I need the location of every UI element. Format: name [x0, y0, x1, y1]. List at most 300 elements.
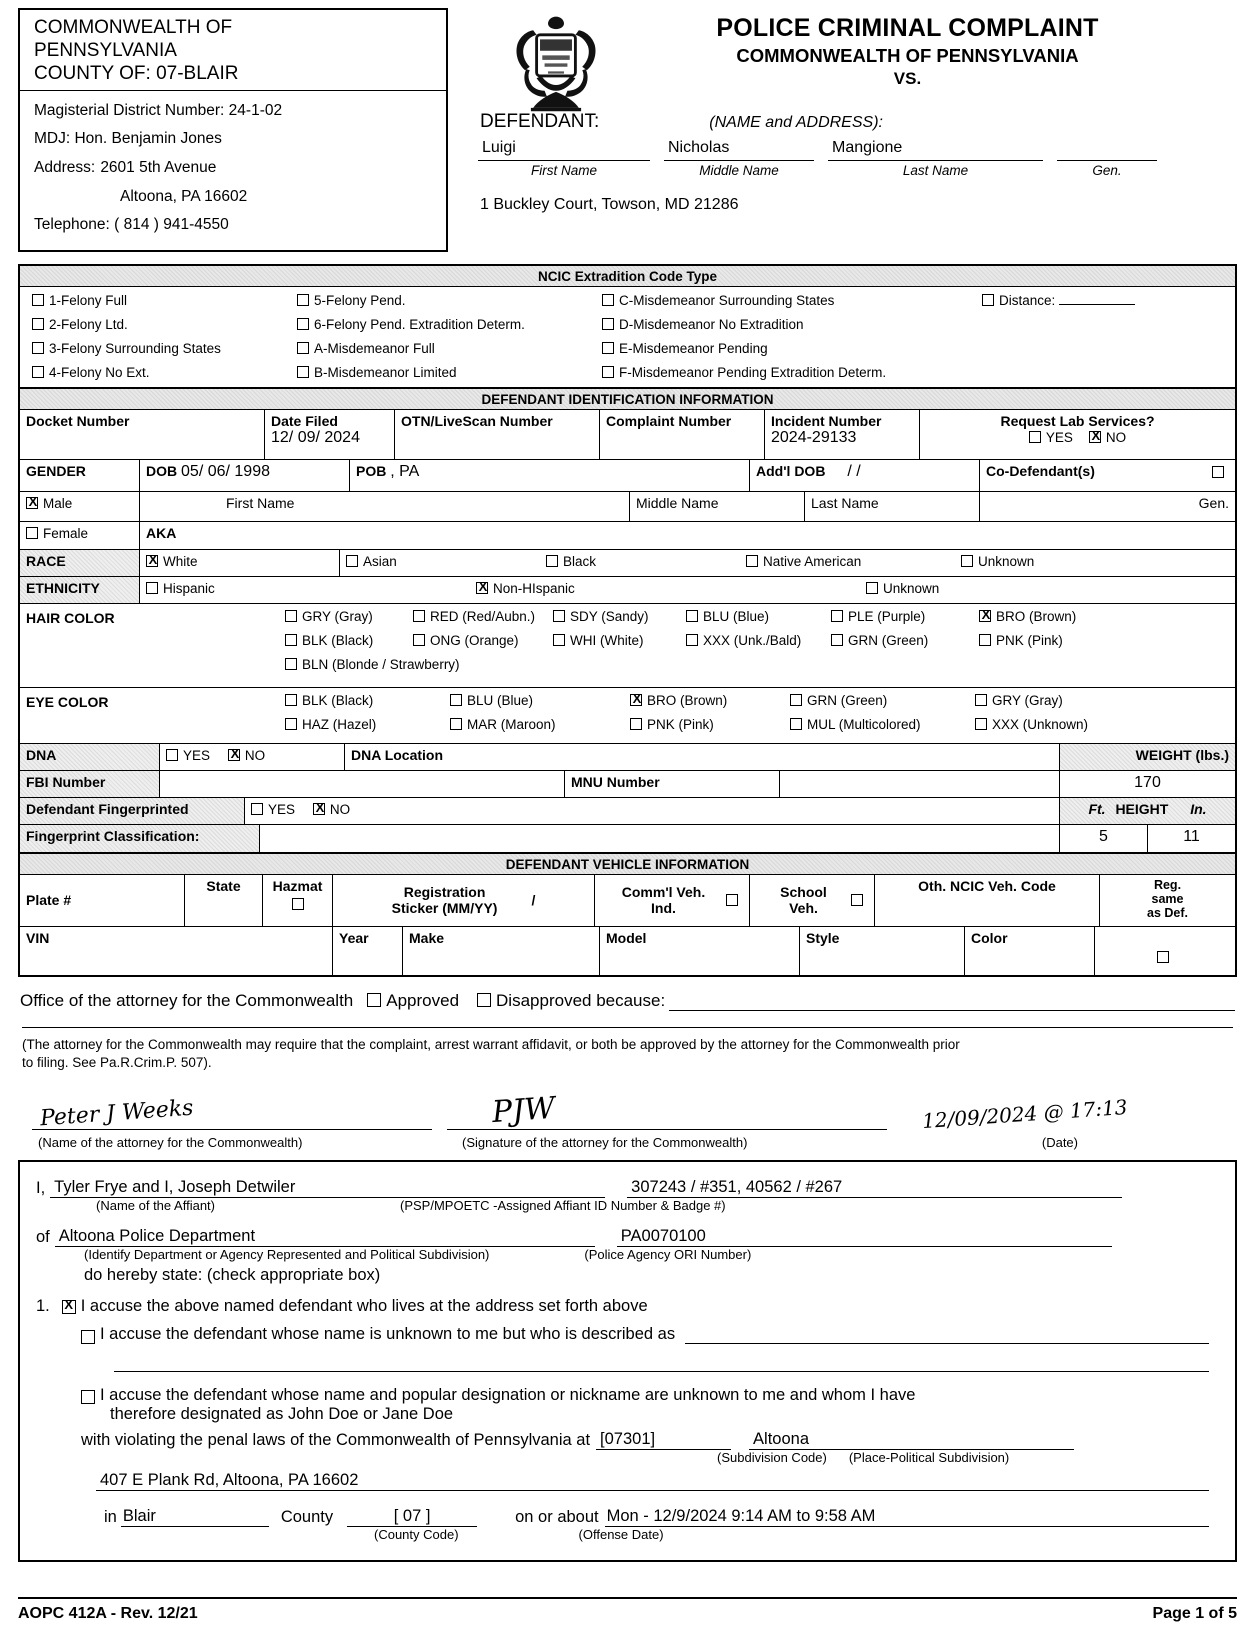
commercial-vehicle-cell[interactable] — [595, 875, 750, 926]
dna-location-label: DNA Location — [351, 746, 444, 763]
defendant-fingerprinted-label: Defendant Fingerprinted — [26, 800, 189, 817]
checkbox-icon[interactable] — [297, 366, 309, 378]
ncic-option-label: 1-Felony Full — [49, 292, 128, 308]
vin-label: VIN — [26, 929, 50, 946]
hair-option-bro[interactable] — [979, 609, 1235, 624]
hair-color-grid — [285, 609, 1235, 672]
pob-label: POB — [356, 462, 387, 479]
fpclass-label-cell — [20, 825, 260, 852]
checkbox-icon[interactable] — [26, 527, 38, 539]
eye-option-grn[interactable] — [790, 693, 975, 708]
eye-option-bro[interactable] — [630, 693, 790, 708]
checkbox-icon[interactable] — [32, 318, 44, 330]
height-label-cell — [1060, 798, 1235, 824]
dna-yes-option[interactable] — [166, 748, 210, 763]
on-or-about-label: on or about — [515, 1508, 599, 1527]
registration-slash: / — [531, 892, 536, 909]
request-lab-services-label: Request Lab Services? — [1000, 412, 1155, 429]
accusation-2-input-line-2[interactable] — [114, 1344, 1209, 1372]
ethnicity-option-non-hispanic[interactable] — [470, 577, 860, 603]
checkbox-icon[interactable] — [975, 718, 987, 730]
fp-no-label: NO — [329, 801, 351, 817]
gen-value — [1057, 139, 1157, 161]
pennsylvania-coat-of-arms-icon — [496, 12, 616, 117]
attorney-signature-handwritten: PJW — [490, 1091, 557, 1131]
first-name-caption-cell — [140, 492, 630, 521]
height-in-value-cell[interactable] — [1148, 825, 1235, 852]
vin-cell[interactable] — [20, 927, 333, 975]
attorney-date-caption: (Date) — [1041, 1135, 1078, 1151]
hair-option-label: XXX (Unk./Bald) — [703, 632, 802, 648]
defid-row-numbers — [20, 410, 1235, 460]
county-offense-caption-row — [104, 1527, 1219, 1542]
style-label: Style — [806, 929, 840, 946]
eye-option-label: MAR (Maroon) — [467, 716, 556, 732]
docket-number-cell[interactable] — [20, 410, 265, 459]
telephone-row — [34, 211, 436, 240]
court-title — [20, 10, 446, 91]
reg-same-label-2: same — [1151, 891, 1184, 906]
defid-middle-name-caption: Middle Name — [636, 494, 719, 511]
addl-dob-cell[interactable] — [750, 460, 980, 491]
checkbox-checked-icon[interactable] — [228, 749, 240, 761]
dna-yes-label: YES — [183, 747, 211, 763]
affiant-name-value: Tyler Frye and I, Joseph Detwiler — [50, 1178, 605, 1198]
ethnicity-label: ETHNICITY — [26, 579, 100, 596]
checkbox-icon[interactable] — [790, 694, 802, 706]
lab-no-option[interactable] — [1089, 430, 1126, 445]
oth-ncic-veh-code-cell[interactable] — [875, 875, 1100, 926]
plate-cell[interactable] — [20, 875, 185, 926]
attorney-office-text: Office of the attorney for the Commonwealth — [20, 990, 354, 1010]
hair-color-options — [285, 604, 1235, 687]
checkbox-checked-icon[interactable] — [62, 1300, 76, 1314]
attorney-date-handwritten: 12/09/2024 @ 17:13 — [921, 1095, 1129, 1134]
hair-option-label: BLK (Black) — [302, 632, 374, 648]
defendant-vehicle-section — [18, 854, 1237, 977]
commonwealth-line-1: COMMONWEALTH OF — [34, 17, 233, 38]
defid-first-name-caption: First Name — [226, 494, 295, 511]
checkbox-icon[interactable] — [413, 634, 425, 646]
mnu-label-cell — [565, 771, 780, 797]
eye-option-gry[interactable] — [975, 693, 1235, 708]
dna-no-option[interactable] — [228, 748, 265, 763]
title-commonwealth: COMMONWEALTH OF PENNSYLVANIA — [736, 45, 1079, 66]
checkbox-icon[interactable] — [602, 318, 614, 330]
accusation-2-text: I accuse the defendant whose name is unknown to me but who is described as — [100, 1325, 676, 1344]
first-name-field[interactable] — [478, 139, 650, 178]
checkbox-icon[interactable] — [285, 718, 297, 730]
ncic-option-5-felony-pend[interactable] — [297, 293, 602, 308]
checkbox-icon[interactable] — [292, 898, 304, 910]
eye-color-label: EYE COLOR — [26, 693, 109, 710]
checkbox-icon[interactable] — [297, 294, 309, 306]
checkbox-icon[interactable] — [32, 342, 44, 354]
accusation-item-2 — [81, 1325, 1219, 1344]
hair-color-label-cell — [20, 604, 285, 687]
defid-band-title: DEFENDANT IDENTIFICATION INFORMATION — [20, 389, 1235, 410]
checkbox-icon[interactable] — [346, 555, 358, 567]
subdivision-code-caption: (Subdivision Code) — [717, 1450, 827, 1466]
dna-label: DNA — [26, 746, 57, 763]
checkbox-icon[interactable] — [285, 658, 297, 670]
gender-female-option[interactable] — [26, 526, 88, 541]
fpclass-value-cell[interactable] — [260, 825, 1060, 852]
hair-option-label: BLU (Blue) — [703, 608, 770, 624]
date-filed-label: Date Filed — [271, 412, 338, 429]
title-vs: VS. — [893, 69, 922, 88]
last-name-caption-cell — [805, 492, 980, 521]
mdj-label: MDJ: — [34, 130, 71, 148]
hair-option-label: BLN (Blonde / Strawberry) — [302, 656, 460, 672]
color-cell[interactable] — [965, 927, 1095, 975]
checkbox-icon[interactable] — [32, 294, 44, 306]
offense-address-row — [96, 1471, 1209, 1491]
checkbox-checked-icon[interactable] — [313, 803, 325, 815]
dob-value: 05/ 06/ 1998 — [181, 462, 270, 480]
lab-options — [926, 429, 1229, 445]
middle-name-caption: Middle Name — [699, 163, 779, 178]
fingerprinted-no-option[interactable] — [313, 802, 350, 817]
ncic-option-label: 2-Felony Ltd. — [49, 316, 128, 332]
ncic-option-label: 6-Felony Pend. Extradition Determ. — [314, 316, 525, 332]
violating-row — [81, 1430, 1219, 1450]
otn-livescan-cell[interactable] — [395, 410, 600, 459]
co-defendant-label: Co-Defendant(s) — [986, 462, 1095, 479]
ncic-grid — [32, 293, 1227, 380]
eye-option-label: PNK (Pink) — [647, 716, 714, 732]
middle-name-caption-cell — [630, 492, 805, 521]
first-name-value: Luigi — [478, 139, 650, 161]
hair-color-label: HAIR COLOR — [26, 609, 115, 626]
reg-same-checkbox-cell[interactable] — [1095, 927, 1235, 975]
defendant-name-fields — [468, 139, 1237, 178]
checkbox-icon[interactable] — [961, 555, 973, 567]
style-cell[interactable] — [800, 927, 965, 975]
pob-value: , PA — [390, 462, 420, 480]
county-offense-row — [104, 1507, 1219, 1527]
checkbox-icon[interactable] — [686, 634, 698, 646]
height-ft-value-cell[interactable] — [1060, 825, 1148, 852]
registration-sticker-cell[interactable] — [333, 875, 595, 926]
ncic-option-d-misdemeanor-no-extradition[interactable] — [602, 317, 982, 332]
eye-option-pnk[interactable] — [630, 717, 790, 732]
accusation-1-text: I accuse the above named defendant who lives at the address set forth above — [80, 1297, 648, 1316]
race-option-label: White — [163, 553, 198, 569]
checkbox-icon[interactable] — [975, 694, 987, 706]
telephone-value: ( 814 ) 941-4550 — [114, 216, 229, 234]
checkbox-icon[interactable] — [297, 318, 309, 330]
ethnicity-row — [20, 577, 1235, 604]
checkbox-icon[interactable] — [851, 894, 863, 906]
checkbox-icon[interactable] — [979, 634, 991, 646]
checkbox-icon[interactable] — [297, 342, 309, 354]
affiant-section — [18, 1160, 1237, 1562]
eye-option-mar[interactable] — [450, 717, 630, 732]
race-option-white[interactable] — [140, 550, 340, 576]
checkbox-icon[interactable] — [831, 610, 843, 622]
approved-option[interactable] — [367, 991, 459, 1011]
ethnicity-option-hispanic[interactable] — [140, 577, 470, 603]
checkbox-icon[interactable] — [686, 610, 698, 622]
ncic-option-1-felony-full[interactable] — [32, 293, 297, 308]
hair-option-blk[interactable] — [285, 633, 413, 648]
affiant-i-label: I, — [36, 1179, 46, 1198]
mnu-value-cell[interactable] — [780, 771, 1060, 797]
ncic-option-b-misdemeanor-limited[interactable] — [297, 365, 602, 380]
accusation-2-input[interactable] — [685, 1326, 1209, 1344]
disapproved-reason-input[interactable] — [669, 991, 1235, 1011]
race-option-label: Unknown — [978, 553, 1035, 569]
checkbox-icon[interactable] — [866, 582, 878, 594]
race-option-asian[interactable] — [340, 550, 540, 576]
checkbox-icon[interactable] — [477, 993, 491, 1007]
checkbox-icon[interactable] — [146, 582, 158, 594]
complaint-number-cell[interactable] — [600, 410, 765, 459]
incident-number-cell[interactable] — [765, 410, 920, 459]
ethnicity-label-cell — [20, 577, 140, 603]
pob-cell[interactable] — [350, 460, 750, 491]
checkbox-icon[interactable] — [726, 894, 738, 906]
hair-option-ple[interactable] — [831, 609, 979, 624]
hair-option-grn[interactable] — [831, 633, 979, 648]
accusation-3-line-1: I accuse the defendant whose name and popular designation or nickname are unknown to me and whom I have — [100, 1386, 916, 1405]
race-label: RACE — [26, 552, 66, 569]
hair-option-label: WHI (White) — [570, 632, 644, 648]
checkbox-checked-icon[interactable] — [630, 694, 642, 706]
eye-option-label: XXX (Unknown) — [992, 716, 1089, 732]
hair-option-xxx[interactable] — [686, 633, 831, 648]
eye-option-mul[interactable] — [790, 717, 975, 732]
ncic-option-3-felony-surrounding[interactable] — [32, 341, 297, 356]
attorney-signature-line[interactable] — [447, 1129, 887, 1130]
dna-no-label: NO — [244, 747, 266, 763]
ncic-option-label: 5-Felony Pend. — [314, 292, 406, 308]
school-vehicle-cell[interactable] — [750, 875, 875, 926]
checkbox-icon[interactable] — [285, 610, 297, 622]
eye-option-blk[interactable] — [285, 693, 450, 708]
attorney-name-handwritten: Peter J Weeks — [39, 1095, 195, 1132]
checkbox-icon[interactable] — [746, 555, 758, 567]
ncic-option-label: C-Misdemeanor Surrounding States — [619, 292, 835, 308]
hair-option-gry[interactable] — [285, 609, 413, 624]
checkbox-icon[interactable] — [32, 366, 44, 378]
checkbox-checked-icon[interactable] — [979, 610, 991, 622]
make-cell[interactable] — [403, 927, 600, 975]
disapproved-label: Disapproved because: — [496, 990, 666, 1010]
checkbox-icon[interactable] — [1029, 431, 1041, 443]
checkbox-checked-icon[interactable] — [26, 497, 38, 509]
gender-male-cell[interactable] — [20, 492, 140, 521]
eye-option-blu[interactable] — [450, 693, 630, 708]
comm-veh-label-1: Comm'l Veh. — [621, 884, 706, 901]
defid-row-aka — [20, 522, 1235, 550]
middle-name-value: Nicholas — [664, 139, 814, 161]
ncic-option-label: F-Misdemeanor Pending Extradition Determ. — [619, 364, 887, 380]
place-subdivision-value: Altoona — [749, 1430, 1074, 1450]
hair-option-bln[interactable] — [285, 657, 686, 672]
model-cell[interactable] — [600, 927, 800, 975]
checkbox-icon[interactable] — [602, 366, 614, 378]
gender-label: GENDER — [26, 462, 86, 479]
color-label: Color — [971, 929, 1008, 946]
ncic-option-distance[interactable] — [982, 293, 1227, 308]
address-line-2: Altoona, PA 16602 — [120, 187, 248, 205]
eye-option-label: BRO (Brown) — [647, 692, 728, 708]
eye-color-options — [285, 688, 1235, 743]
hair-option-ong[interactable] — [413, 633, 553, 648]
checkbox-icon[interactable] — [81, 1330, 95, 1344]
mdj-row — [34, 125, 436, 154]
checkbox-icon[interactable] — [166, 749, 178, 761]
race-option-black[interactable] — [540, 550, 740, 576]
checkbox-checked-icon[interactable] — [1089, 431, 1101, 443]
hazmat-cell[interactable] — [263, 875, 333, 926]
approved-label: Approved — [386, 990, 460, 1010]
height-label: HEIGHT — [1115, 800, 1169, 817]
race-option-unknown[interactable] — [955, 550, 1235, 576]
docket-number-label: Docket Number — [26, 412, 130, 429]
hair-option-pnk[interactable] — [979, 633, 1235, 648]
affiant-ori-caption: (Police Agency ORI Number) — [584, 1247, 752, 1263]
checkbox-icon[interactable] — [630, 718, 642, 730]
last-name-field[interactable] — [828, 139, 1043, 178]
magisterial-district-label: Magisterial District Number: — [34, 101, 225, 119]
fbi-label-cell — [20, 771, 160, 797]
checkbox-icon[interactable] — [831, 634, 843, 646]
checkbox-checked-icon[interactable] — [476, 582, 488, 594]
county-label: County — [280, 1508, 334, 1527]
hair-option-red[interactable] — [413, 609, 553, 624]
defid-gen-caption: Gen. — [1198, 494, 1229, 511]
dna-location-cell[interactable] — [345, 744, 1060, 770]
header-region — [18, 8, 1237, 252]
defendant-identification-section — [18, 389, 1237, 854]
ncic-option-6-felony-pend-determ[interactable] — [297, 317, 602, 332]
disapproved-option[interactable] — [477, 991, 665, 1011]
hair-option-whi[interactable] — [553, 633, 686, 648]
affiant-department-caption: (Identify Department or Agency Represented and Political Subdivision) — [84, 1247, 490, 1263]
year-cell[interactable] — [333, 927, 403, 975]
affiant-hereby-state: do hereby state: (check appropriate box) — [84, 1266, 381, 1285]
checkbox-icon[interactable] — [1212, 466, 1224, 478]
gen-caption: Gen. — [1092, 163, 1122, 178]
ncic-option-e-misdemeanor-pending[interactable] — [602, 341, 982, 356]
fingerprint-classification-label: Fingerprint Classification: — [26, 827, 200, 844]
co-defendant-cell[interactable] — [980, 460, 1235, 491]
checkbox-icon[interactable] — [982, 294, 994, 306]
affiant-department-caption-row — [36, 1247, 1219, 1262]
hair-option-label: SDY (Sandy) — [570, 608, 649, 624]
page-title: POLICE CRIMINAL COMPLAINT — [716, 14, 1099, 42]
checkbox-icon[interactable] — [553, 610, 565, 622]
lab-no-label: NO — [1105, 429, 1127, 445]
checkbox-icon[interactable] — [81, 1390, 95, 1404]
eye-color-label-cell — [20, 688, 285, 743]
checkbox-icon[interactable] — [413, 610, 425, 622]
height-ft-value: 5 — [1099, 827, 1108, 845]
attorney-approval-row — [20, 991, 1235, 1011]
fingerprinted-yes-option[interactable] — [251, 802, 295, 817]
checkbox-icon[interactable] — [553, 634, 565, 646]
checkbox-icon[interactable] — [450, 718, 462, 730]
ncic-spacer-2 — [982, 341, 1227, 356]
lab-yes-option[interactable] — [1029, 430, 1073, 445]
gender-header-cell — [20, 460, 140, 491]
gender-male-option[interactable] — [26, 496, 72, 511]
request-lab-services-cell[interactable] — [920, 410, 1235, 459]
fingerprinted-label-cell — [20, 798, 245, 824]
ncic-option-f-misdemeanor-pending-determ[interactable] — [602, 365, 982, 380]
ncic-option-4-felony-no-ext[interactable] — [32, 365, 297, 380]
date-filed-cell[interactable] — [265, 410, 395, 459]
checkbox-icon[interactable] — [602, 294, 614, 306]
state-cell[interactable] — [185, 875, 263, 926]
distance-input[interactable] — [1059, 304, 1135, 305]
violating-caption-row — [81, 1450, 1219, 1465]
checkbox-icon[interactable] — [285, 634, 297, 646]
eye-option-xxx[interactable] — [975, 717, 1235, 732]
ncic-option-a-misdemeanor-full[interactable] — [297, 341, 602, 356]
incident-number-label: Incident Number — [771, 412, 882, 429]
eye-option-haz[interactable] — [285, 717, 450, 732]
gender-female-cell[interactable] — [20, 522, 140, 549]
checkbox-icon[interactable] — [285, 694, 297, 706]
attorney-name-line[interactable] — [32, 1129, 432, 1130]
middle-name-field[interactable] — [664, 139, 814, 178]
accusation-3-line-2: therefore designated as John Doe or Jane Doe — [110, 1405, 454, 1424]
female-label: Female — [43, 525, 89, 541]
ncic-option-c-misdemeanor-surrounding[interactable] — [602, 293, 982, 308]
gen-field[interactable] — [1057, 139, 1157, 178]
accusation-item-3 — [81, 1386, 1219, 1424]
mdj-value: Hon. Benjamin Jones — [74, 130, 222, 148]
incident-number-value: 2024-29133 — [771, 428, 857, 446]
ncic-option-label: B-Misdemeanor Limited — [314, 364, 457, 380]
dna-options-cell[interactable] — [160, 744, 345, 770]
eye-option-label: HAZ (Hazel) — [302, 716, 377, 732]
police-criminal-complaint-page — [0, 8, 1255, 1641]
eye-color-row — [20, 688, 1235, 744]
weight-value-cell[interactable] — [1060, 771, 1235, 797]
mnu-number-label: MNU Number — [571, 773, 660, 790]
aka-cell[interactable] — [140, 522, 1235, 549]
checkbox-icon[interactable] — [790, 718, 802, 730]
last-name-value: Mangione — [828, 139, 1043, 161]
checkbox-icon[interactable] — [1157, 951, 1169, 963]
fbi-value-cell[interactable] — [160, 771, 565, 797]
ethnicity-option-unknown[interactable] — [860, 577, 1235, 603]
county-line: COUNTY OF: 07-BLAIR — [34, 63, 239, 85]
checkbox-checked-icon[interactable] — [146, 555, 158, 567]
checkbox-icon[interactable] — [546, 555, 558, 567]
checkbox-icon[interactable] — [602, 342, 614, 354]
dob-cell[interactable] — [140, 460, 350, 491]
checkbox-icon[interactable] — [251, 803, 263, 815]
page-footer — [18, 1597, 1237, 1623]
height-ft-label: Ft. — [1088, 800, 1106, 817]
ncic-option-2-felony-ltd[interactable] — [32, 317, 297, 332]
race-option-native-american[interactable] — [740, 550, 955, 576]
checkbox-icon[interactable] — [450, 694, 462, 706]
hair-option-sdy[interactable] — [553, 609, 686, 624]
hair-option-blu[interactable] — [686, 609, 831, 624]
name-and-address-label: (NAME and ADDRESS): — [709, 114, 883, 131]
checkbox-icon[interactable] — [367, 993, 381, 1007]
fbi-mnu-row — [20, 771, 1235, 798]
hair-color-row — [20, 604, 1235, 688]
fingerprinted-options-cell[interactable] — [245, 798, 1060, 824]
